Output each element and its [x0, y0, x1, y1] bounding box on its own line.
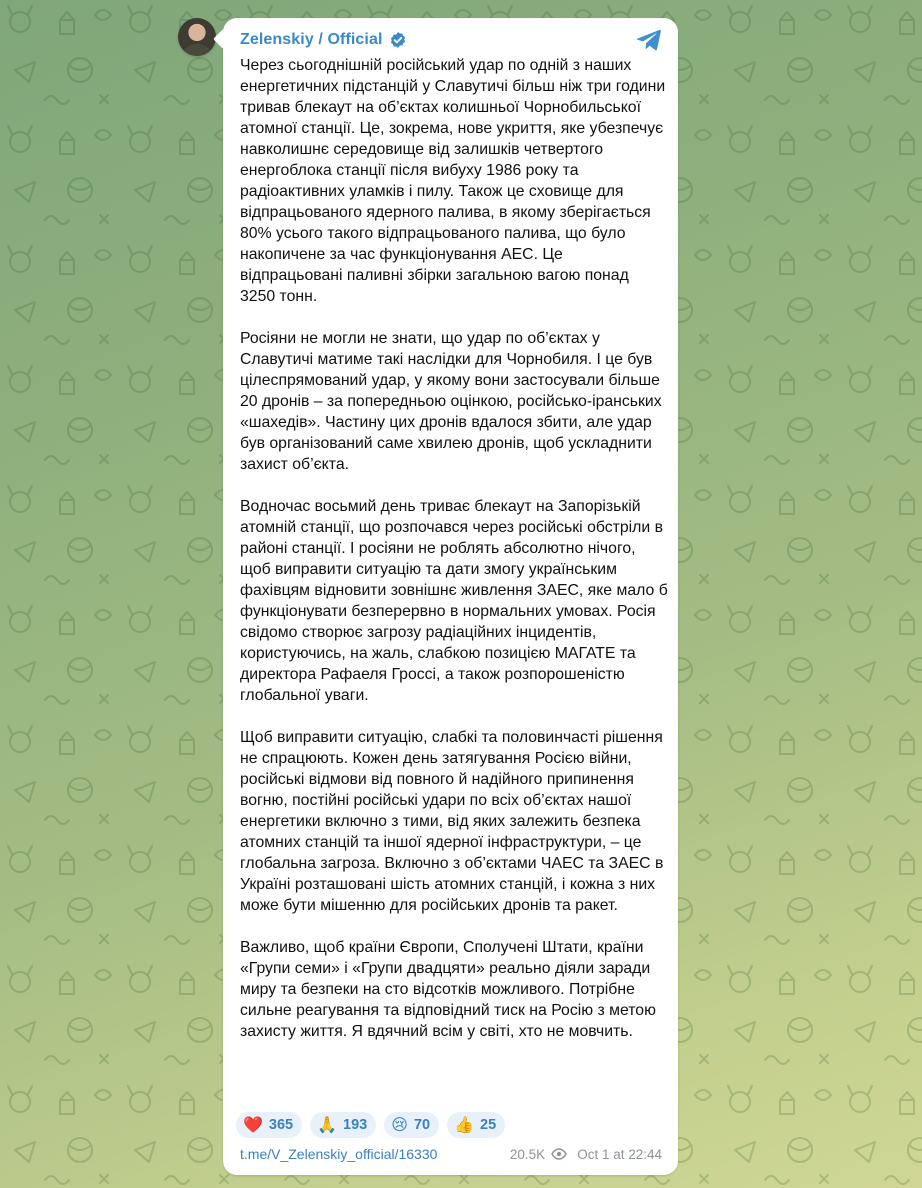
post-link[interactable]: t.me/V_Zelenskiy_official/16330 — [240, 1146, 438, 1162]
reaction-cry[interactable] — [384, 1112, 439, 1138]
heart-emoji-icon: ❤️ — [243, 1117, 263, 1134]
message-meta — [510, 1147, 662, 1162]
reaction-count: 25 — [480, 1117, 497, 1133]
reactions-bar — [236, 1112, 505, 1138]
eye-icon — [551, 1148, 567, 1160]
message-bubble — [223, 18, 678, 1175]
reaction-count: 70 — [413, 1117, 431, 1133]
reaction-thumbs-up[interactable] — [447, 1112, 505, 1138]
verified-badge-icon — [389, 31, 407, 49]
thumbs-up-emoji-icon: 👍 — [454, 1117, 474, 1134]
reaction-count: 193 — [343, 1117, 368, 1133]
pray-emoji-icon: 🙏 — [317, 1117, 338, 1134]
message-paragraph: Росіяни не могли не знати, що удар по об’єктах у Славутичі матиме такі наслідки для Чорнобиля. І це був цілеспрямований удар, у якому вони застосували більше 20 дронів – за попередньою оцінкою, російсько-іранських «шахедів». Частину цих дронів вдалося збити, але удар був організований саме хвилею дронів, щоб ускладнити захист об’єкта. — [240, 330, 662, 473]
message-text — [240, 55, 668, 1042]
crying-emoji-icon: 😢 — [391, 1117, 408, 1134]
message-footer — [240, 1145, 662, 1163]
reaction-heart[interactable] — [236, 1112, 302, 1138]
reaction-pray[interactable] — [310, 1112, 376, 1138]
view-count: 20.5K — [509, 1146, 546, 1162]
telegram-plane-icon[interactable] — [636, 28, 662, 52]
message-header — [240, 31, 407, 49]
channel-avatar[interactable] — [178, 18, 216, 56]
message-paragraph: Водночас восьмий день триває блекаут на Запорізькій атомній станції, що розпочався через російські обстріли в районі станції. І росіяни не роблять абсолютно нічого, щоб виправити ситуацію та дати змогу українським фахівцям відновити зовнішнє живлення ЗАЕС, яке мало б функціонувати безперервно в нормальних умовах. Росія свідомо створює загрозу радіаційних інцидентів, користуючись, на жаль, слабкою позицією МАГАТЕ та директора Рафаеля Гроссі, а також розпорошеністю глобальної уваги. — [240, 498, 668, 704]
message-paragraph: Важливо, щоб країни Європи, Сполучені Штати, країни «Групи семи» і «Групи двадцяти» реально діяли заради миру та безпеки на сто відсотків можливого. Потрібне сильне реагування та відповідний тиск на Росію з метою захисту життя. Я вдячний всім у світі, хто не мовчить. — [240, 939, 656, 1040]
timestamp: Oct 1 at 22:44 — [577, 1146, 662, 1162]
message-paragraph: Щоб виправити ситуацію, слабкі та половинчасті рішення не спрацюють. Кожен день затягування Росією війни, російські відмови від повного й надійного припинення вогню, постійні російські удари по всіх об’єктах нашої енергетики включно з тими, від яких залежить безпека атомних станцій та іншої ядерної інфраструктури, – це глобальна загроза. Включно з об’єктами ЧАЕС та ЗАЕС в Україні розташовані шість атомних станцій, і кожна з них може бути мішенню для російських дронів та ракет. — [240, 729, 664, 914]
channel-name[interactable]: Zelenskiy / Official — [240, 31, 383, 48]
reaction-count: 365 — [268, 1117, 294, 1133]
message-paragraph: Через сьогоднішній російський удар по одній з наших енергетичних підстанцій у Славутичі більш ніж три години тривав блекаут на об’єктах колишньої Чорнобильської атомної станції. Це, зокрема, нове укриття, яке убезпечує навколишнє середовище від залишків четвертого енергоблока станції після вибуху 1986 року та радіоактивних уламків і пилу. Також це сховище для відпрацьованого ядерного палива, в якому зберігається 80% усього такого відпрацьованого палива, що було накопичене за час функціонування АЕС. Це відпрацьовані паливні збірки загальною вагою понад 3250 тонн. — [240, 57, 666, 305]
